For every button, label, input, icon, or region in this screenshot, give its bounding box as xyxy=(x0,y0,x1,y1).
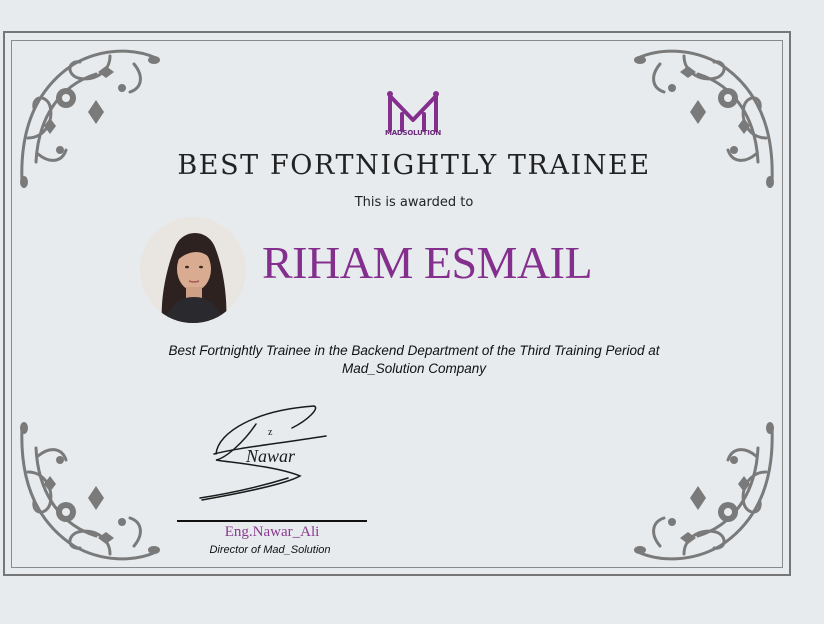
recipient-name: RIHAM ESMAIL xyxy=(262,237,593,288)
signer-name: Eng.Nawar_Ali xyxy=(224,524,320,540)
ornament-corner-bottom-right xyxy=(630,418,780,568)
ornament-corner-bottom-left xyxy=(14,418,164,568)
svg-text:z: z xyxy=(268,427,273,438)
awarded-to-text: This is awarded to xyxy=(354,195,474,210)
signature-text: Nawar xyxy=(246,446,296,466)
signature-line xyxy=(177,520,367,522)
certificate-title: BEST FORTNIGHTLY TRAINEE xyxy=(177,150,651,181)
logo-wordmark: MADSOLUTION xyxy=(384,129,442,137)
award-description: Best Fortnightly Trainee in the Backend Department of the Third Training Period at Mad_Solution Company xyxy=(168,343,660,376)
signature xyxy=(196,402,338,506)
signer-title: Director of Mad_Solution xyxy=(209,544,331,556)
recipient-photo xyxy=(140,217,246,323)
